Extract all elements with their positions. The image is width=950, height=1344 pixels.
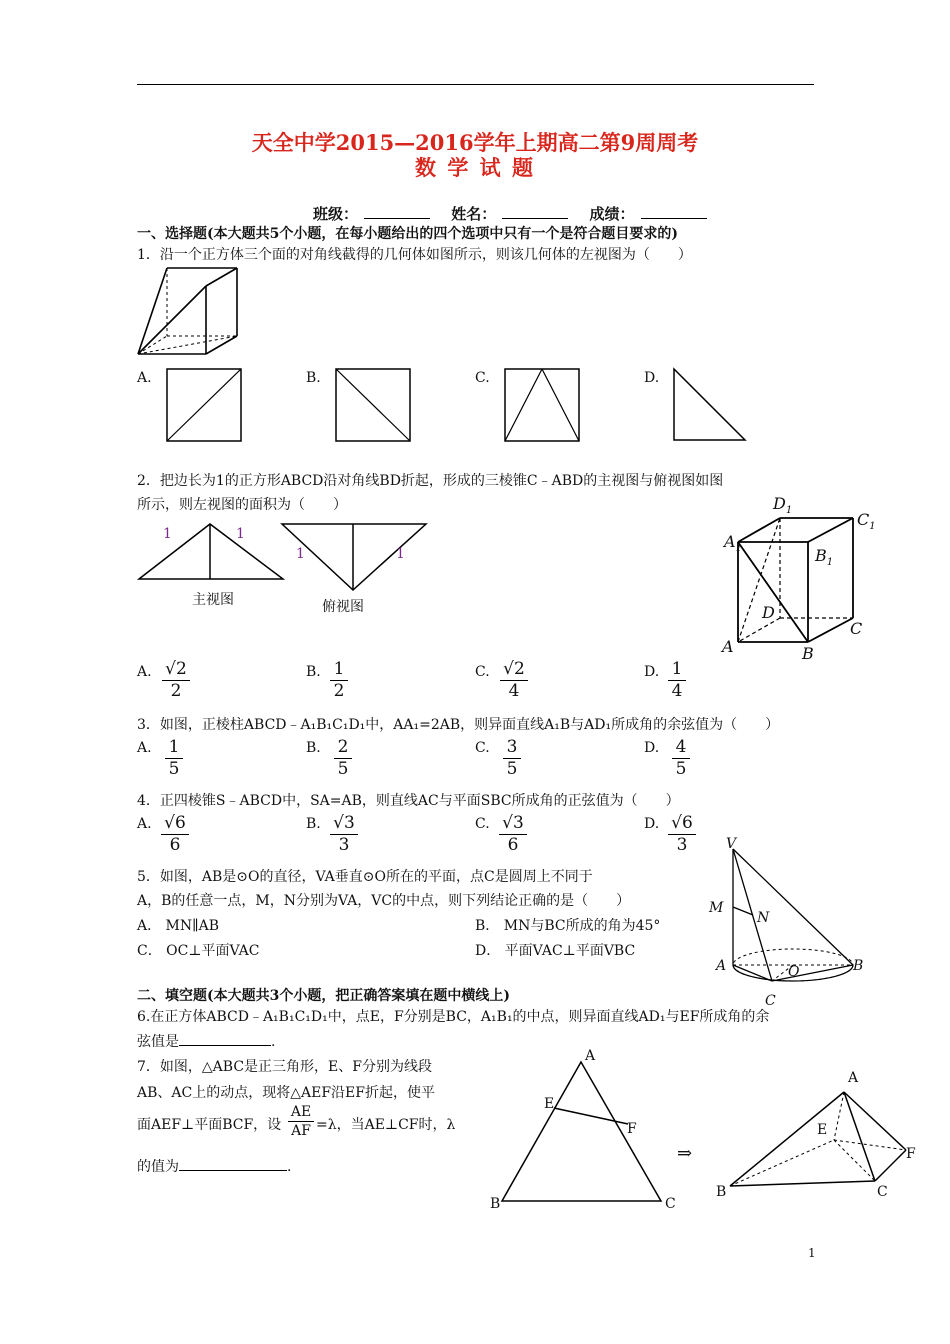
name-label: 姓名：: [451, 205, 497, 223]
class-label: 班级：: [313, 205, 359, 223]
q3-option-d-label[interactable]: D.: [644, 740, 660, 756]
q7-folded-label-b: B: [716, 1184, 727, 1200]
q4-option-b-value: √3 3: [330, 814, 358, 855]
q6-text-line1: 6.在正方体ABCD﹣A₁B₁C₁D₁中，点E，F分别是BC，A₁B₁的中点，则异面直线AD₁与EF所成角的余: [137, 1009, 770, 1025]
q2-top-view-caption: 俯视图: [322, 599, 364, 615]
q2-top-edge-label-left: 1: [296, 546, 305, 562]
q7-answer-blank[interactable]: [179, 1170, 287, 1171]
q3-option-a-value: 1 5: [165, 738, 183, 779]
q7-folded-figure: [726, 1086, 911, 1196]
q6-answer-blank[interactable]: [179, 1045, 271, 1046]
q3-label-a1: $A_1$: [724, 532, 742, 555]
q5-label-a: A: [716, 958, 727, 974]
q2-front-view-caption: 主视图: [192, 592, 234, 608]
q5-option-b[interactable]: B． MN与BC所成的角为45°: [475, 918, 661, 934]
q5-label-o: O: [788, 964, 800, 980]
q1-option-b-figure: [335, 368, 411, 442]
q5-label-v: V: [726, 836, 737, 852]
q2-text-line2: 所示，则左视图的面积为（ ）: [137, 497, 347, 513]
q1-text: 1．沿一个正方体三个面的对角线截得的几何体如图所示，则该几何体的左视图为（ ）: [137, 247, 692, 263]
q3-option-d-value: 4 5: [672, 738, 690, 779]
q2-top-edge-label-right: 1: [396, 546, 405, 562]
q3-label-d1: $D_1$: [773, 494, 793, 517]
q4-text: 4．正四棱锥S﹣ABCD中，SA=AB，则直线AC与平面SBC所成角的正弦值为（ ）: [137, 793, 680, 809]
class-blank[interactable]: [364, 206, 430, 219]
q7-label-b: B: [490, 1196, 501, 1212]
q7-ratio-fraction: AE AF: [288, 1104, 314, 1139]
q4-option-b-label[interactable]: B.: [306, 816, 321, 832]
q2-option-a-value: √2 2: [162, 660, 190, 701]
q5-text-line1: 5．如图，AB是⊙O的直径，VA垂直⊙O所在的平面，点C是圆周上不同于: [137, 869, 593, 885]
q3-label-c1: $C_1$: [857, 510, 876, 533]
q7-folded-label-a: A: [848, 1070, 859, 1086]
q3-option-c-label[interactable]: C.: [475, 740, 490, 756]
q7-line2: AB、AC上的动点，现将△AEF沿EF折起，使平: [137, 1085, 435, 1101]
q5-label-c: C: [765, 993, 776, 1009]
q2-front-view: [137, 522, 287, 582]
q7-label-a: A: [585, 1048, 596, 1064]
q7-label-f: F: [627, 1121, 637, 1137]
score-blank[interactable]: [641, 206, 707, 219]
q7-line4: 的值为 .: [137, 1159, 292, 1175]
exam-title: 天全中学2015—2016学年上期高二第9周周考: [251, 130, 699, 155]
q4-option-a-value: √6 6: [161, 814, 189, 855]
q1-option-b-label[interactable]: B.: [306, 370, 321, 386]
q3-label-b: B: [802, 644, 814, 663]
q1-option-d-label[interactable]: D.: [644, 370, 660, 386]
q7-line3b: =λ，当AE⊥CF时，λ: [316, 1117, 456, 1133]
q4-option-c-value: √3 6: [499, 814, 527, 855]
q1-option-c-figure: [504, 368, 580, 442]
student-info-row: [313, 203, 713, 224]
q2-option-c-label[interactable]: C.: [475, 664, 490, 680]
page-number: 1: [808, 1246, 816, 1260]
q5-option-a[interactable]: A． MN∥AB: [137, 918, 220, 934]
q3-option-a-label[interactable]: A.: [137, 740, 152, 756]
q2-option-d-label[interactable]: D.: [644, 664, 660, 680]
q3-label-a: A: [722, 637, 734, 656]
q7-label-e: E: [544, 1096, 555, 1112]
q7-line3a: 面AEF⊥平面BCF，设: [137, 1117, 282, 1133]
q7-triangle-figure: [500, 1058, 670, 1206]
q3-option-c-value: 3 5: [503, 738, 521, 779]
q7-folded-label-c: C: [877, 1184, 888, 1200]
header-rule: [137, 84, 814, 85]
q2-option-d-value: 1 4: [668, 660, 686, 701]
name-blank[interactable]: [502, 206, 568, 219]
q1-option-a-label[interactable]: A.: [137, 370, 152, 386]
q6-text-line2: 弦值是 .: [137, 1034, 276, 1050]
q5-label-m: M: [709, 900, 724, 916]
q3-label-b1: $B_1$: [815, 546, 834, 569]
score-label: 成绩：: [589, 205, 635, 223]
section1-heading: 一、选择题(本大题共5个小题，在每小题给出的四个选项中只有一个是符合题目要求的): [137, 226, 678, 242]
q5-text-line2: A，B的任意一点，M，N分别为VA，VC的中点，则下列结论正确的是（ ）: [137, 893, 631, 909]
q2-option-c-value: √2 4: [500, 660, 528, 701]
q2-option-b-label[interactable]: B.: [306, 664, 321, 680]
q5-label-b: B: [853, 958, 864, 974]
q4-option-c-label[interactable]: C.: [475, 816, 490, 832]
q2-option-a-label[interactable]: A.: [137, 664, 152, 680]
q5-cone-figure: [700, 835, 875, 1015]
q2-front-edge-label-right: 1: [236, 526, 245, 542]
q3-text: 3．如图，正棱柱ABCD﹣A₁B₁C₁D₁中，AA₁=2AB，则异面直线A₁B与AD₁所成角的余弦值为（ ）: [137, 717, 780, 733]
q2-front-edge-label-left: 1: [163, 526, 172, 542]
q7-arrow: ⇒: [677, 1143, 693, 1164]
exam-subtitle: 数 学 试 题: [415, 155, 535, 180]
q3-label-c: C: [850, 619, 863, 638]
q4-option-d-value: √6 3: [668, 814, 696, 855]
q7-line1: 7．如图，△ABC是正三角形，E、F分别为线段: [137, 1059, 432, 1075]
q1-option-d-figure: [673, 368, 749, 442]
q5-option-c[interactable]: C． OC⊥平面VAC: [137, 943, 260, 959]
q3-label-d: D: [762, 603, 775, 622]
q3-option-b-label[interactable]: B.: [306, 740, 321, 756]
section2-heading: 二、填空题(本大题共3个小题，把正确答案填在题中横线上): [137, 988, 510, 1004]
q5-label-n: N: [757, 910, 770, 926]
q4-option-d-label[interactable]: D.: [644, 816, 660, 832]
q5-option-d[interactable]: D． 平面VAC⊥平面VBC: [475, 943, 636, 959]
q7-folded-label-e: E: [817, 1122, 828, 1138]
q3-option-b-value: 2 5: [334, 738, 352, 779]
q1-option-c-label[interactable]: C.: [475, 370, 490, 386]
q2-text-line1: 2．把边长为1的正方形ABCD沿对角线BD折起，形成的三棱锥C﹣ABD的主视图与俯视图如图: [137, 473, 724, 489]
q2-option-b-value: 1 2: [330, 660, 348, 701]
q7-label-c: C: [665, 1196, 676, 1212]
q1-option-a-figure: [166, 368, 242, 442]
q7-folded-label-f: F: [906, 1146, 916, 1162]
q1-solid-figure: [136, 266, 242, 358]
q4-option-a-label[interactable]: A.: [137, 816, 152, 832]
